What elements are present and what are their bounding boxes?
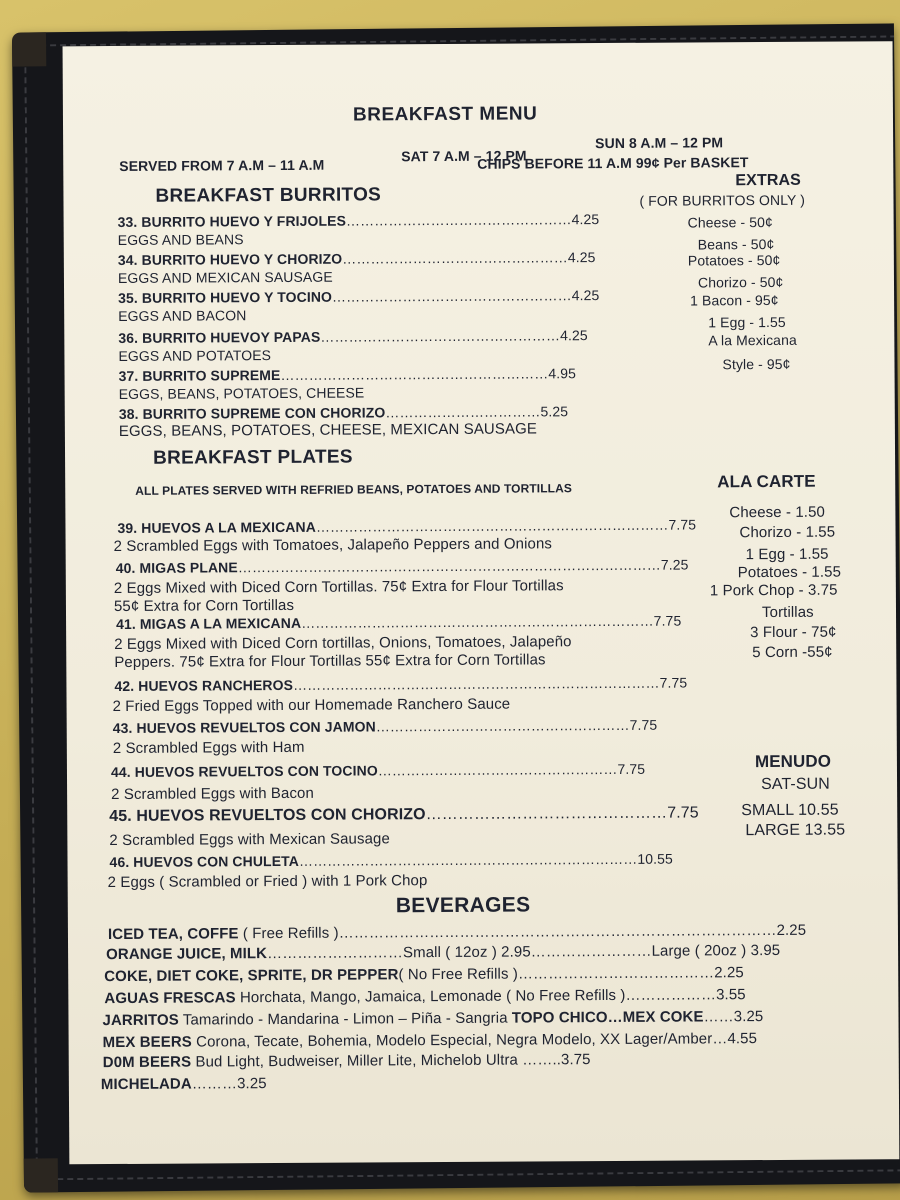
plate-dots: …………………………………………… [377,760,618,779]
burrito-name-line [118,287,599,306]
menudo-days: SAT-SUN [761,775,830,794]
beverage-detail: ………………………Small ( 12oz ) 2.95……………………Large ( 20oz ) 3.95 [267,941,781,963]
beverage-line [102,1008,763,1029]
burrito-dots: ………………………………………… [345,211,572,229]
alacarte-heading: ALA CARTE [717,471,816,492]
plate-name-line [113,717,658,736]
plate-name-line [114,675,687,694]
plate-description: 2 Scrambled Eggs with Ham [112,738,305,758]
burrito-price: 5.25 [540,403,569,420]
plate-description: 2 Eggs Mixed with Diced Corn Tortillas. 75¢ Extra for Flour Tortillas [113,577,564,598]
saturday-hours: SAT 7 A.M – 12 PM [401,147,527,165]
plates-heading: BREAKFAST PLATES [152,446,353,469]
beverage-name: ICED TEA, COFFE [107,925,239,944]
plate-dots: ……………………………………………………………………………… [237,556,661,576]
beverages-heading: BEVERAGES [395,893,531,918]
burrito-description: EGGS, BEANS, POTATOES, CHEESE, MEXICAN SAUSAGE [118,420,537,440]
beverage-detail-2: ……3.25 [703,1008,764,1026]
burrito-name: 33. BURRITO HUEVO Y FRIJOLES [117,212,347,230]
plate-description: 2 Fried Eggs Topped with our Homemade Ranchero Sauce [112,695,511,716]
burrito-name: 36. BURRITO HUEVOY PAPAS [118,328,321,346]
plate-dots: ……………………………………………………………… [298,850,638,869]
plate-dots: ………………………………………………………………… [301,612,654,631]
beverage-line [108,922,806,943]
plate-name-line [109,851,672,870]
beverage-name: MEX BEERS [102,1033,192,1052]
beverage-line [104,964,744,985]
burrito-dots: …………………………… [385,403,541,421]
beverage-name: ORANGE JUICE, MILK [106,945,268,964]
alacarte-item: 5 Corn -55¢ [752,643,833,662]
plate-name: 45. HUEVOS REVUELTOS CON CHORIZO [109,806,426,826]
burrito-name-line [119,403,568,422]
beverage-line [103,1051,591,1071]
burrito-price: 4.95 [548,365,577,382]
burrito-name: 38. BURRITO SUPREME CON CHORIZO [118,404,386,422]
menudo-small: SMALL 10.55 [741,801,839,820]
alacarte-item: Potatoes - 1.55 [737,563,842,582]
beverage-line [106,942,780,963]
burrito-description: EGGS AND BACON [118,307,247,324]
burrito-dots: …………………………………………… [331,287,572,305]
burrito-name: 34. BURRITO HUEVO Y CHORIZO [117,250,343,268]
beverage-detail: Corona, Tecate, Bohemia, Modelo Especial, Negra Modelo, XX Lager/Amber…4.55 [191,1030,758,1051]
burrito-dots: …………………………………………… [320,327,561,345]
served-hours: SERVED FROM 7 A.M – 11 A.M [119,156,325,174]
beverage-name: AGUAS FRESCAS [104,989,236,1008]
plate-description-2: 55¢ Extra for Corn Tortillas [113,596,295,616]
extra-item: Potatoes - 50¢ [687,251,781,269]
plate-name-line [117,516,696,536]
burrito-name: 35. BURRITO HUEVO Y TOCINO [118,288,333,306]
beverage-name: COKE, DIET COKE, SPRITE, DR PEPPER [104,966,399,986]
plate-description: 2 Scrambled Eggs with Tomatoes, Jalapeño Peppers and Onions [113,535,553,556]
plate-price: 7.25 [660,556,689,573]
plate-price: 10.55 [637,850,673,867]
plate-name: 43. HUEVOS REVUELTOS CON JAMON [112,718,376,737]
extras-subheading: ( FOR BURRITOS ONLY ) [639,191,805,209]
extra-item: Cheese - 50¢ [687,213,773,231]
burrito-description: EGGS AND POTATOES [118,347,272,364]
beverage-detail: Tamarindo - Mandarina - Limon – Piña - Sangria [178,1009,512,1029]
binder-corner-bottom [24,1158,58,1192]
plate-dots: ……………………………………………… [375,716,630,735]
plate-price: 7.75 [667,804,699,822]
menu-page [63,41,900,1164]
plate-name: 44. HUEVOS REVUELTOS CON TOCINO [110,762,378,781]
plate-name-line [116,613,681,632]
beverage-line [101,1075,267,1093]
plate-price: 7.75 [617,760,646,777]
menu-title: BREAKFAST MENU [352,103,538,126]
plate-description: 2 Scrambled Eggs with Mexican Sausage [109,830,390,850]
plate-name: 46. HUEVOS CON CHULETA [109,852,299,871]
plate-description: 2 Scrambled Eggs with Bacon [111,784,314,804]
beverage-name: D0M BEERS [102,1053,192,1072]
beverage-detail: ( No Free Refills )…………………………………2.25 [398,964,744,984]
menudo-heading: MENUDO [754,751,832,772]
burrito-description: EGGS AND BEANS [117,231,244,248]
plate-price: 7.75 [629,716,658,733]
plate-price: 7.75 [668,516,697,533]
extra-item: 1 Egg - 1.55 [708,313,786,331]
plate-name: 42. HUEVOS RANCHEROS [114,676,294,695]
alacarte-item: Cheese - 1.50 [729,503,825,522]
beverage-name-2: TOPO CHICO…MEX COKE [511,1008,704,1027]
beverage-detail: Horchata, Mango, Jamaica, Lemonade ( No Free Refills )………………3.55 [235,986,746,1007]
extra-item: Style - 95¢ [722,355,791,373]
burrito-name-line [119,365,577,384]
extras-heading: EXTRAS [735,171,801,190]
plate-name-line [116,557,689,576]
burrito-name-line [118,327,588,346]
beverage-name: MICHELADA [100,1075,192,1094]
burritos-heading: BREAKFAST BURRITOS [155,184,382,207]
beverage-detail: Bud Light, Budweiser, Miller Lite, Michelob Ultra ……..3.75 [191,1051,591,1071]
burrito-description: EGGS, BEANS, POTATOES, CHEESE [118,384,365,402]
plate-dots: ……………………………………… [425,804,668,824]
burrito-dots: ………………………………………… [342,249,568,267]
binder-corner-top [12,32,46,66]
menu-binder [12,23,900,1192]
alacarte-item: Tortillas [761,603,814,622]
menudo-large: LARGE 13.55 [745,821,846,840]
extra-item: Chorizo - 50¢ [697,273,784,291]
chips-note: CHIPS BEFORE 11 A.M 99¢ Per BASKET [477,154,749,172]
extra-item: 1 Bacon - 95¢ [690,291,779,309]
plate-dots: …………………………………………………………………… [292,674,660,693]
plate-description-2: Peppers. 75¢ Extra for Flour Tortillas 55¢ Extra for Corn Tortillas [114,651,546,672]
burrito-name-line [118,211,600,230]
extra-item: Beans - 50¢ [697,235,775,253]
burrito-name: 37. BURRITO SUPREME [118,366,281,384]
alacarte-item: 3 Flour - 75¢ [750,623,837,642]
beverage-line [104,986,745,1007]
plates-note: ALL PLATES SERVED WITH REFRIED BEANS, POTATOES AND TORTILLAS [135,481,572,498]
burrito-price: 4.25 [571,287,600,304]
burrito-price: 4.25 [560,327,588,344]
burrito-description: EGGS AND MEXICAN SAUSAGE [117,268,333,286]
plate-name: 39. HUEVOS A LA MEXICANA [117,518,316,536]
beverage-name: JARRITOS [102,1011,179,1030]
beverage-line [103,1030,757,1051]
alacarte-item: Chorizo - 1.55 [739,523,836,542]
burrito-price: 4.25 [567,249,596,266]
plate-name: 41. MIGAS A LA MEXICANA [116,614,302,632]
extra-item: A la Mexicana [708,331,797,349]
plate-price: 7.75 [659,674,688,691]
burrito-name-line [118,249,596,268]
beverage-detail: ( Free Refills )……………………………………………………………………………2.25 [238,921,807,943]
plate-price: 7.75 [653,612,682,629]
alacarte-item: 1 Pork Chop - 3.75 [709,581,838,600]
plate-description: 2 Eggs ( Scrambled or Fried ) with 1 Pork Chop [107,872,428,892]
sunday-hours: SUN 8 A.M – 12 PM [595,134,724,152]
alacarte-item: 1 Egg - 1.55 [745,545,829,564]
burrito-price: 4.25 [571,211,600,228]
beverage-detail: ………3.25 [191,1075,267,1093]
plate-name-line [111,761,645,780]
plate-name: 40. MIGAS PLANE [115,559,238,577]
burrito-dots: ………………………………………………… [280,365,549,383]
plate-description: 2 Eggs Mixed with Diced Corn tortillas, Onions, Tomatoes, Jalapeño [114,633,572,654]
plate-dots: ………………………………………………………………… [315,516,669,535]
plate-name-line [109,804,699,826]
